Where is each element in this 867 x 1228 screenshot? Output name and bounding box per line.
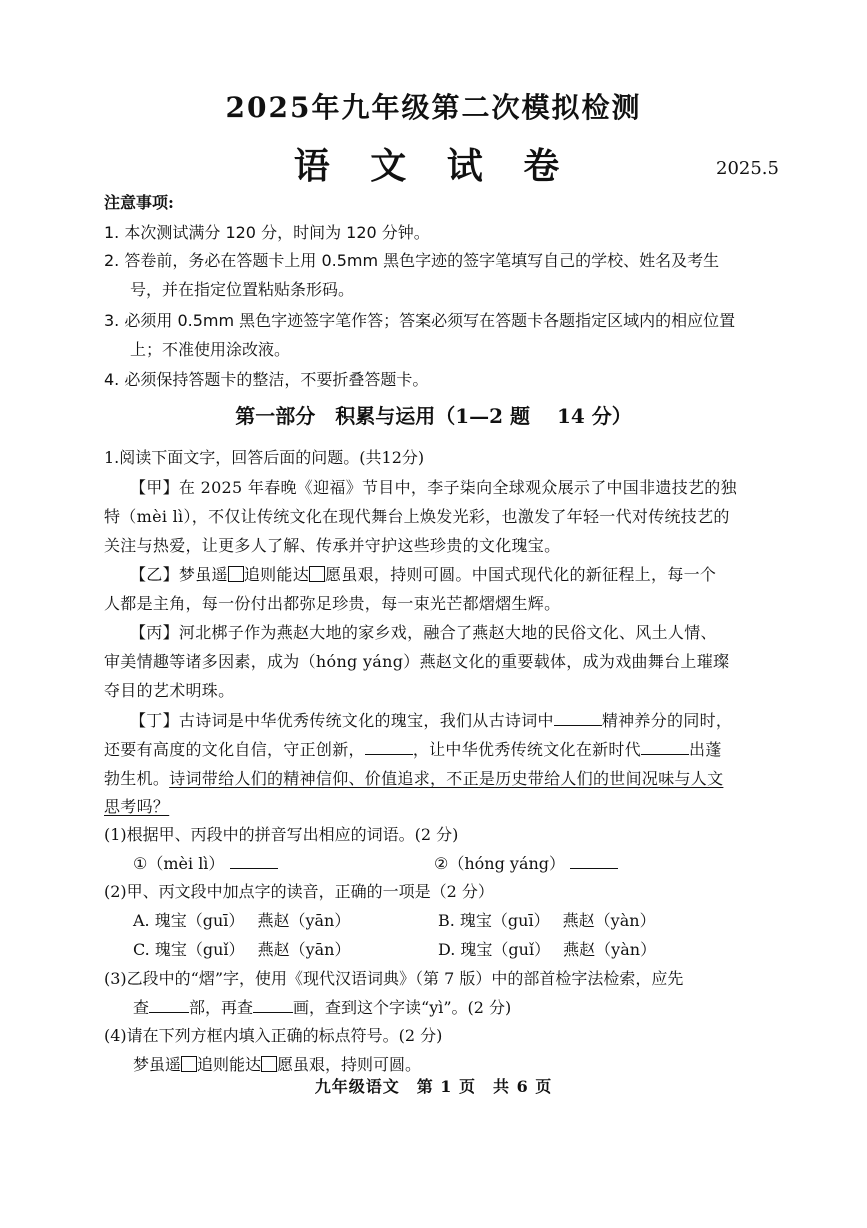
subject-title: 语 文 试 卷 (293, 145, 574, 187)
underlined-sentence: 诗词带给人们的精神信仰、价值追求，不正是历史带给人们的世间况味与人文 (169, 769, 724, 788)
punctuation-box (228, 566, 244, 582)
paragraph-jia-line: 关注与热爱，让更多人了解、传承并守护这些珍贵的文化瑰宝。 (104, 536, 561, 555)
sub3-text: 部，再查 (189, 998, 254, 1017)
pinyin-prompt: ①（mèi lì） (133, 854, 225, 873)
yi-text: 追则能达 (243, 565, 310, 584)
fill-blank (253, 998, 293, 1013)
paragraph-ding-line (104, 766, 723, 789)
exam-date: 2025.5 (716, 158, 779, 179)
notice-item: 号，并在指定位置粘贴条形码。 (130, 280, 355, 299)
notice-item: 2. 答卷前，务必在答题卡上用 0.5mm 黑色字迹的签字笔填写自己的学校、姓名及考生 (104, 251, 720, 270)
paragraph-ding-line (130, 708, 732, 731)
paragraph-yi-line: 人都是主角，每一份付出都弥足珍贵，每一束光芒都熠熠生辉。 (104, 594, 561, 613)
answer-blank (230, 854, 278, 869)
punctuation-box (181, 1056, 197, 1072)
notice-item: 3. 必须用 0.5mm 黑色字迹签字笔作答；答案必须写在答题卡各题指定区域内的相应位置 (104, 311, 736, 330)
punctuation-box (261, 1056, 277, 1072)
notice-item: 上；不准使用涂改液。 (130, 340, 291, 359)
sub4-text: 愿虽艰，持则可圆。 (277, 1055, 422, 1074)
subquestion-3-line (133, 995, 511, 1018)
underlined-sentence-end: 思考吗？ (104, 797, 170, 816)
paragraph-bing-line: 【丙】河北梆子作为燕赵大地的家乡戏，融合了燕赵大地的民俗文化、风土人情、 (130, 623, 717, 642)
option-a: A. 瑰宝（guī） 燕赵（yān） (133, 911, 351, 930)
paragraph-yi-line (130, 562, 716, 585)
ding-text: 精神养分的同时， (601, 711, 733, 730)
option-c: C. 瑰宝（guǐ） 燕赵（yān） (133, 940, 351, 959)
option-d: D. 瑰宝（guǐ） 燕赵（yàn） (438, 940, 657, 959)
sub4-text: 追则能达 (197, 1055, 262, 1074)
subquestion-4-stem: (4)请在下列方框内填入正确的标点符号。(2 分) (104, 1026, 443, 1045)
ding-text: 出蓬 (689, 740, 722, 759)
exam-title: 2025年九年级第二次模拟检测 (225, 91, 642, 124)
fill-blank (365, 740, 413, 755)
ding-text: 勃生机。 (104, 769, 170, 788)
option-b: B. 瑰宝（guī） 燕赵（yàn） (438, 911, 656, 930)
paragraph-bing-line: 审美情趣等诸多因素，成为（hóng yáng）燕赵文化的重要载体，成为戏曲舞台上璀璨 (104, 652, 730, 671)
fill-blank (641, 740, 689, 755)
paragraph-jia-line: 特（mèi lì），不仅让传统文化在现代舞台上焕发光彩，也激发了年轻一代对传统技艺的 (104, 507, 730, 526)
sub3-text: 查 (133, 998, 150, 1017)
notice-item: 1. 本次测试满分 120 分，时间为 120 分钟。 (104, 223, 430, 242)
sub4-text: 梦虽遥 (133, 1055, 182, 1074)
subquestion-3-line: (3)乙段中的“熠”字，使用《现代汉语词典》（第 7 版）中的部首检字法检索，应先 (104, 969, 684, 988)
paragraph-jia-line: 【甲】在 2025 年春晚《迎福》节目中，李子柒向全球观众展示了中国非遗技艺的独 (130, 478, 737, 497)
sub3-text: 画，查到这个字读“yì”。(2 分) (293, 998, 512, 1017)
ding-text: 【丁】古诗词是中华优秀传统文化的瑰宝，我们从古诗词中 (130, 711, 554, 730)
paragraph-ding-line (104, 737, 722, 760)
question-stem: 1.阅读下面文字，回答后面的问题。(共12分) (104, 448, 425, 467)
notice-heading: 注意事项: (104, 193, 174, 212)
yi-text: 愿虽艰，持则可圆。中国式现代化的新征程上，每一个 (325, 565, 717, 584)
page-footer: 九年级语文 第 1 页 共 6 页 (314, 1077, 553, 1096)
fill-blank (149, 998, 189, 1013)
subquestion-1-b (434, 851, 618, 874)
pinyin-prompt: ②（hóng yáng） (434, 854, 566, 873)
subquestion-2-stem: (2)甲、丙文段中加点字的读音，正确的一项是（2 分） (104, 882, 494, 901)
answer-blank (570, 854, 618, 869)
notice-item: 4. 必须保持答题卡的整洁，不要折叠答题卡。 (104, 370, 429, 389)
subquestion-1-a (133, 851, 278, 874)
paragraph-bing-line: 夺目的艺术明珠。 (104, 681, 235, 700)
fill-blank (554, 711, 602, 726)
punctuation-box (309, 566, 325, 582)
section-heading: 第一部分 积累与运用（1—2 题 14 分） (235, 404, 632, 428)
ding-text: ，让中华优秀传统文化在新时代 (412, 740, 642, 759)
ding-text: 还要有高度的文化自信，守正创新， (104, 740, 365, 759)
subquestion-1-stem: (1)根据甲、丙段中的拼音写出相应的词语。(2 分) (104, 825, 459, 844)
yi-text: 【乙】梦虽遥 (130, 565, 228, 584)
subquestion-4-sentence (133, 1052, 421, 1075)
